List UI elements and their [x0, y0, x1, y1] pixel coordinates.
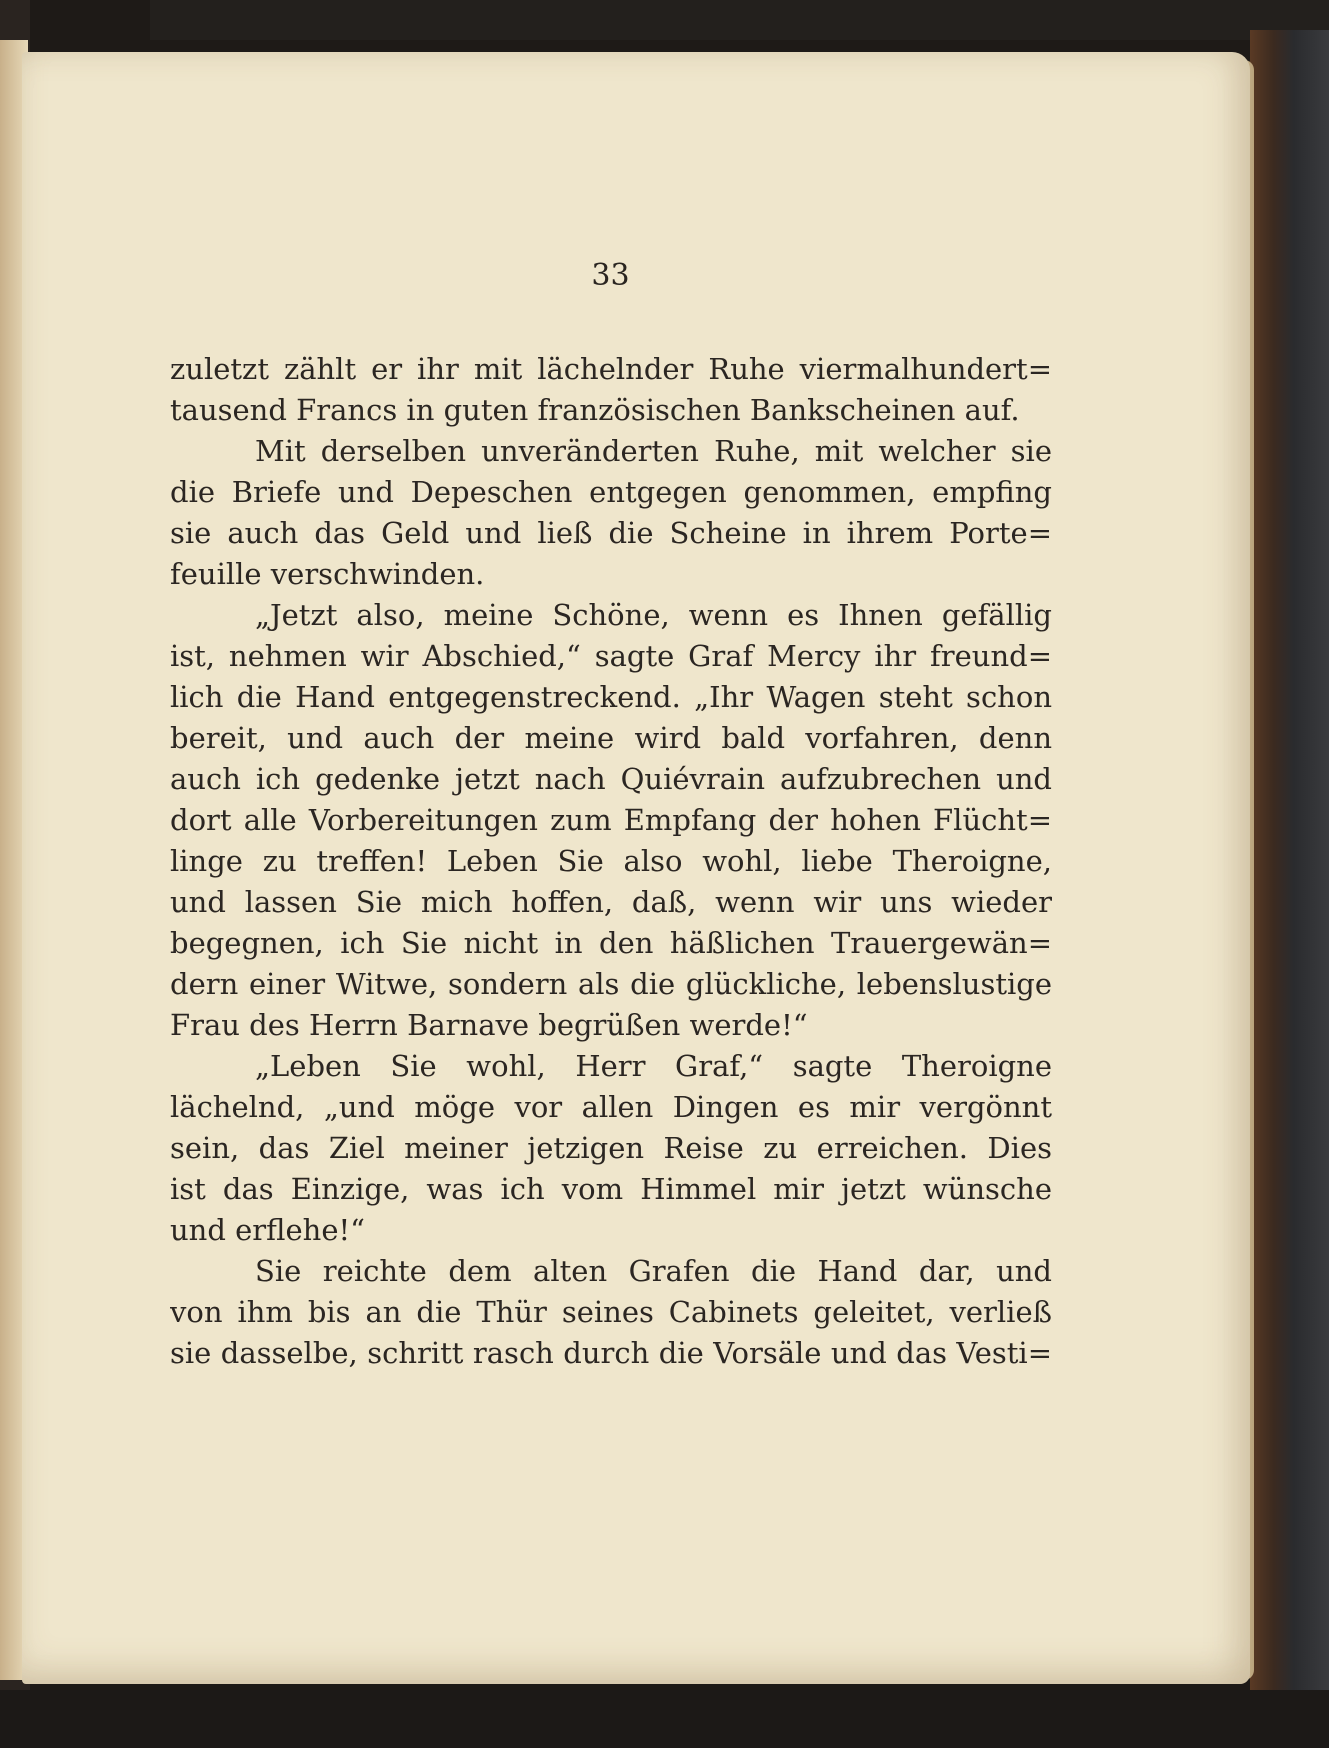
- text-line: sie dasselbe, schritt rasch durch die Vorsäle und das Vesti=: [170, 1336, 1052, 1370]
- page-text: [170, 349, 1052, 1374]
- text-line: dern einer Witwe, sondern als die glückliche, lebenslustige: [170, 967, 1052, 1001]
- text-line: lächelnd, „und möge vor allen Dingen es mir vergönnt: [170, 1090, 1052, 1124]
- text-line: Mit derselben unveränderten Ruhe, mit welcher sie: [255, 434, 1052, 468]
- text-line: dort alle Vorbereitungen zum Empfang der hohen Flücht=: [170, 803, 1052, 837]
- text-line: linge zu treffen! Leben Sie also wohl, liebe Theroigne,: [170, 844, 1052, 878]
- text-line: tausend Francs in guten französischen Bankscheinen auf.: [170, 393, 1020, 427]
- text-line: zuletzt zählt er ihr mit lächelnder Ruhe viermalhundert=: [170, 352, 1052, 386]
- text-line: und lassen Sie mich hoffen, daß, wenn wir uns wieder: [170, 885, 1052, 919]
- text-line: feuille verschwinden.: [170, 557, 485, 591]
- text-line: auch ich gedenke jetzt nach Quiévrain aufzubrechen und: [170, 762, 1052, 796]
- text-line: „Leben Sie wohl, Herr Graf,“ sagte Theroigne: [255, 1049, 1052, 1083]
- book-cover-top: [150, 0, 1329, 40]
- text-line: ist, nehmen wir Abschied,“ sagte Graf Mercy ihr freund=: [170, 639, 1052, 673]
- text-line: begegnen, ich Sie nicht in den häßlichen Trauergewän=: [170, 926, 1052, 960]
- book-cover-bottom: [0, 1690, 1329, 1748]
- text-line: und erflehe!“: [170, 1213, 365, 1247]
- text-line: „Jetzt also, meine Schöne, wenn es Ihnen gefällig: [255, 598, 1052, 632]
- page-number: 33: [591, 258, 630, 293]
- text-line: Sie reichte dem alten Grafen die Hand dar, und: [255, 1254, 1052, 1288]
- book-cover-right: [1250, 30, 1329, 1720]
- text-line: sie auch das Geld und ließ die Scheine in ihrem Porte=: [170, 516, 1052, 550]
- text-line: bereit, und auch der meine wird bald vorfahren, denn: [170, 721, 1052, 755]
- book-page: [22, 52, 1250, 1684]
- text-line: lich die Hand entgegenstreckend. „Ihr Wagen steht schon: [170, 680, 1052, 714]
- text-line: von ihm bis an die Thür seines Cabinets geleitet, verließ: [170, 1295, 1052, 1329]
- text-line: ist das Einzige, was ich vom Himmel mir jetzt wünsche: [170, 1172, 1052, 1206]
- text-line: die Briefe und Depeschen entgegen genommen, empfing: [170, 475, 1052, 509]
- text-line: sein, das Ziel meiner jetzigen Reise zu erreichen. Dies: [170, 1131, 1052, 1165]
- text-line: Frau des Herrn Barnave begrüßen werde!“: [170, 1008, 808, 1042]
